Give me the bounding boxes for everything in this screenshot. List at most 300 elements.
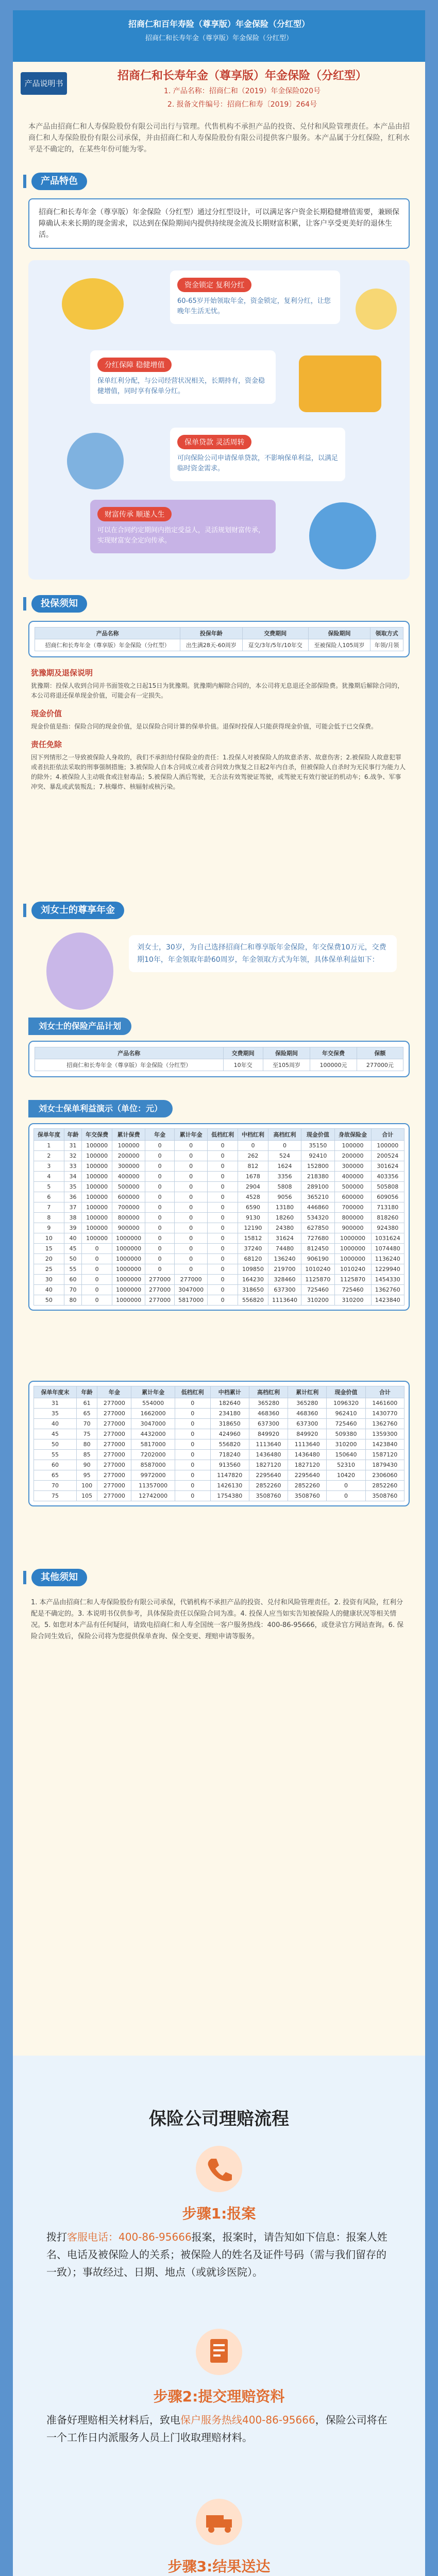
table-row (34, 1254, 405, 1264)
table-cell: 9056 (268, 1192, 301, 1202)
table-cell: 1362760 (371, 1285, 404, 1295)
table-cell: 趸交/3年/5年/10年交 (242, 639, 308, 651)
table-cell: 12742000 (131, 1491, 175, 1501)
table-cell: 136240 (268, 1254, 301, 1264)
table-row (34, 1285, 405, 1295)
table-cell: 8 (34, 1213, 64, 1223)
table-cell: 277000 (145, 1295, 175, 1306)
table-cell: 1125870 (301, 1275, 334, 1285)
table-cell: 0 (175, 1481, 210, 1491)
table-cell: 1113640 (288, 1439, 327, 1450)
table-cell: 1000000 (334, 1233, 371, 1244)
table-cell: 0 (174, 1182, 207, 1192)
table-cell: 100000 (82, 1151, 112, 1161)
table-cell: 31 (64, 1141, 81, 1151)
table-cell: 35 (64, 1182, 81, 1192)
note-title: 现金价值 (31, 709, 62, 718)
product-title-sub-1: 1. 产品名称：招商仁和（2019）年金保险020号 (163, 87, 321, 95)
table-cell: 至被保险人105周岁 (308, 639, 370, 651)
table-cell: 0 (82, 1275, 112, 1285)
table-cell: 52310 (327, 1460, 365, 1470)
table-cell: 1000000 (334, 1254, 371, 1264)
benefit-table-box (28, 1123, 410, 1311)
step-1-text-post: 报案，报案时，请告知如下信息：报案人姓名、电话及被保险人的关系；被保险人的姓名及证件号码（需与我们留存的一致）；事故经过、日期、地点（或就诊医院）。 (46, 2231, 388, 2278)
table-cell: 727680 (301, 1233, 334, 1244)
note-block (31, 708, 407, 732)
table-cell: 849920 (288, 1429, 327, 1439)
table-cell: 3508760 (288, 1491, 327, 1501)
table-cell: 318650 (210, 1419, 249, 1429)
table-cell: 3508760 (365, 1491, 404, 1501)
table-cell: 50 (64, 1254, 81, 1264)
table-cell: 0 (208, 1264, 238, 1275)
heading-bar-icon (23, 1571, 26, 1584)
table-cell: 1000000 (112, 1254, 145, 1264)
table-cell: 713180 (371, 1202, 404, 1213)
table-cell: 招商仁和长寿年金（尊享版）年金保险（分红型） (35, 639, 180, 651)
table-cell: 招商仁和长寿年金（尊享版）年金保险（分红型） (35, 1059, 224, 1071)
benefit-header-cell: 现金价值 (301, 1129, 334, 1141)
table-cell: 913560 (210, 1460, 249, 1470)
table-cell: 1000000 (334, 1244, 371, 1254)
table-cell: 812450 (301, 1244, 334, 1254)
note-title: 犹豫期及退保说明 (31, 668, 93, 677)
table-cell: 277000 (97, 1470, 131, 1481)
benefit-2-header-row (34, 1386, 405, 1398)
table-cell: 300000 (334, 1161, 371, 1172)
document-icon (196, 2329, 242, 2375)
table-cell: 424960 (210, 1429, 249, 1439)
table-cell: 100000 (371, 1141, 404, 1151)
table-cell: 637300 (268, 1285, 301, 1295)
table-cell: 1147820 (210, 1470, 249, 1481)
plan-col-payment: 交费期间 (223, 1047, 263, 1059)
table-row (35, 1059, 403, 1071)
table-cell: 600000 (112, 1192, 145, 1202)
table-cell: 65 (34, 1470, 77, 1481)
table-cell: 105 (77, 1491, 97, 1501)
table-cell: 1461600 (365, 1398, 404, 1409)
plan-col-name: 产品名称 (35, 1047, 224, 1059)
table-cell: 627850 (301, 1223, 334, 1233)
table-cell: 219700 (268, 1264, 301, 1275)
table-cell: 277000 (97, 1409, 131, 1419)
table-cell: 0 (327, 1481, 365, 1491)
table-cell: 2306060 (365, 1470, 404, 1481)
table-cell: 900000 (334, 1223, 371, 1233)
features-heading (23, 170, 415, 193)
table-cell: 277000 (97, 1481, 131, 1491)
table-row (34, 1244, 405, 1254)
growth-chart-illustration-icon (299, 355, 381, 412)
table-cell: 37240 (238, 1244, 268, 1254)
table-cell: 55 (34, 1450, 77, 1460)
table-cell: 500000 (334, 1182, 371, 1192)
table-row (34, 1398, 405, 1409)
step-1-text (46, 2228, 392, 2281)
table-cell: 400000 (112, 1172, 145, 1182)
case-heading-label: 刘女士的尊享年金 (31, 902, 124, 919)
table-cell: 60 (34, 1460, 77, 1470)
table-cell: 1827120 (249, 1460, 288, 1470)
table-cell: 3356 (268, 1172, 301, 1182)
note-text: 犹豫期：投保人收到合同并书面签收之日起15日为犹豫期。犹豫期内解除合同的，本公司将无息退还全部保险费。犹豫期后解除合同的，本公司将退还保单现金价值，可能会有一定损失。 (31, 682, 404, 699)
feature-title-4: 财富传承 顺遂人生 (97, 507, 172, 521)
table-cell: 318650 (238, 1285, 268, 1295)
table-row (34, 1223, 405, 1233)
table-cell: 100000 (82, 1213, 112, 1223)
benefit2-header-cell: 保单年度末 (34, 1386, 77, 1398)
table-cell: 0 (145, 1264, 175, 1275)
benefit2-header-cell: 累计红利 (288, 1386, 327, 1398)
table-cell: 200000 (334, 1151, 371, 1161)
feature-desc-1: 60-65岁开始领取年金，资金锁定，复利分红，让您晚年生活无忧。 (177, 297, 331, 315)
heading-bar-icon (23, 175, 26, 188)
table-cell: 0 (208, 1172, 238, 1182)
insure-col-age: 投保年龄 (180, 628, 242, 639)
table-cell: 0 (208, 1223, 238, 1233)
table-cell: 0 (175, 1398, 210, 1409)
product-title-sub-2: 2. 报备文件编号：招商仁和寿〔2019〕264号 (167, 100, 317, 109)
benefit-header-cell: 低档红利 (208, 1129, 238, 1141)
table-cell: 0 (174, 1233, 207, 1244)
table-cell: 1359300 (365, 1429, 404, 1439)
table-cell: 100 (77, 1481, 97, 1491)
table-cell: 0 (238, 1141, 268, 1151)
table-cell: 85 (77, 1450, 97, 1460)
table-cell: 0 (174, 1254, 207, 1264)
table-cell: 468360 (249, 1409, 288, 1419)
feature-card-1 (170, 270, 340, 324)
insure-heading-label: 投保须知 (31, 595, 87, 613)
table-cell: 2 (34, 1151, 64, 1161)
benefit-header-cell: 中档红利 (238, 1129, 268, 1141)
table-cell: 0 (145, 1182, 175, 1192)
table-cell: 75 (77, 1429, 97, 1439)
table-cell: 6 (34, 1192, 64, 1202)
table-cell: 900000 (112, 1223, 145, 1233)
benefit2-header-cell: 中档累计 (210, 1386, 249, 1398)
plan-col-period: 保险期间 (263, 1047, 310, 1059)
table-cell: 4528 (238, 1192, 268, 1202)
table-cell: 5808 (268, 1182, 301, 1192)
table-cell: 446860 (301, 1202, 334, 1213)
table-cell: 1827120 (288, 1460, 327, 1470)
table-cell: 0 (174, 1172, 207, 1182)
benefit-header-cell: 累计年金 (174, 1129, 207, 1141)
table-cell: 0 (268, 1141, 301, 1151)
table-cell: 0 (208, 1161, 238, 1172)
table-cell: 9 (34, 1223, 64, 1233)
table-cell: 500000 (112, 1182, 145, 1192)
benefit-header-cell: 年龄 (64, 1129, 81, 1141)
table-cell: 0 (175, 1470, 210, 1481)
table-cell: 50 (34, 1439, 77, 1450)
benefit-header-cell: 年金 (145, 1129, 175, 1141)
plan-table-box (28, 1041, 410, 1077)
table-cell: 7202000 (131, 1450, 175, 1460)
table-cell: 0 (145, 1172, 175, 1182)
table-cell: 0 (145, 1213, 175, 1223)
table-cell: 70 (77, 1419, 97, 1429)
table-cell: 182640 (210, 1398, 249, 1409)
table-cell: 218380 (301, 1172, 334, 1182)
table-cell: 725460 (334, 1285, 371, 1295)
table-cell: 0 (145, 1233, 175, 1244)
table-cell: 0 (174, 1264, 207, 1275)
table-cell: 0 (208, 1254, 238, 1264)
table-cell: 277000 (97, 1419, 131, 1429)
benefit2-header-cell: 年龄 (77, 1386, 97, 1398)
table-cell: 556820 (210, 1439, 249, 1450)
table-cell: 92410 (301, 1151, 334, 1161)
insure-heading (23, 592, 415, 615)
table-cell: 74480 (268, 1244, 301, 1254)
case-heading (23, 899, 415, 922)
table-cell: 1031624 (371, 1233, 404, 1244)
table-cell: 100000 (82, 1182, 112, 1192)
table-cell: 328460 (268, 1275, 301, 1285)
table-cell: 15812 (238, 1233, 268, 1244)
table-cell: 2904 (238, 1182, 268, 1192)
product-title (75, 67, 410, 110)
table-row (34, 1470, 405, 1481)
table-cell: 277000 (97, 1439, 131, 1450)
table-cell: 924380 (371, 1223, 404, 1233)
table-row (34, 1450, 405, 1460)
table-cell: 至105周岁 (263, 1059, 310, 1071)
table-cell: 1000000 (112, 1244, 145, 1254)
table-cell: 9972000 (131, 1470, 175, 1481)
table-cell: 6590 (238, 1202, 268, 1213)
table-cell: 1 (34, 1141, 64, 1151)
table-cell: 0 (82, 1244, 112, 1254)
table-cell: 1587120 (365, 1450, 404, 1460)
table-cell: 35150 (301, 1141, 334, 1151)
step-2-hotline[interactable]: 保户服务热线400-86-95666 (180, 2414, 315, 2426)
table-cell: 24380 (268, 1223, 301, 1233)
table-cell: 700000 (334, 1202, 371, 1213)
table-cell: 200524 (371, 1151, 404, 1161)
table-cell: 1000000 (112, 1295, 145, 1306)
table-cell: 534320 (301, 1213, 334, 1223)
table-row (34, 1172, 405, 1182)
table-cell: 31624 (268, 1233, 301, 1244)
table-cell: 0 (145, 1141, 175, 1151)
table-cell: 100000元 (310, 1059, 357, 1071)
table-cell: 4432000 (131, 1429, 175, 1439)
table-cell: 38 (64, 1213, 81, 1223)
table-cell: 400000 (334, 1172, 371, 1182)
table-cell: 0 (82, 1254, 112, 1264)
table-cell: 0 (208, 1275, 238, 1285)
table-cell: 277000 (97, 1460, 131, 1470)
table-row (34, 1264, 405, 1275)
table-cell: 70 (34, 1481, 77, 1491)
plan-header-row (35, 1047, 403, 1059)
table-cell: 12190 (238, 1223, 268, 1233)
table-row (34, 1409, 405, 1419)
table-cell: 1362760 (365, 1419, 404, 1429)
table-cell: 700000 (112, 1202, 145, 1213)
table-cell: 20 (34, 1254, 64, 1264)
table-cell: 出生满28天-60周岁 (180, 639, 242, 651)
table-cell: 365280 (288, 1398, 327, 1409)
table-cell: 1000000 (112, 1233, 145, 1244)
table-row (34, 1429, 405, 1439)
benefit-table (33, 1128, 405, 1306)
table-cell: 0 (174, 1244, 207, 1254)
coins-illustration-icon (62, 278, 124, 330)
benefit-header-cell: 身故保险金 (334, 1129, 371, 1141)
table-cell: 2852260 (249, 1481, 288, 1491)
benefit-header-row (34, 1129, 405, 1141)
table-row (34, 1202, 405, 1213)
table-cell: 277000元 (357, 1059, 403, 1071)
table-cell: 1113640 (268, 1295, 301, 1306)
table-cell: 277000 (145, 1285, 175, 1295)
table-cell: 637300 (249, 1419, 288, 1429)
table-cell: 0 (175, 1429, 210, 1439)
table-cell: 1423840 (365, 1439, 404, 1450)
table-cell: 609056 (371, 1192, 404, 1202)
step-1-hotline[interactable]: 客服电话：400-86-95666 (67, 2231, 192, 2243)
family-illustration-icon (309, 502, 376, 569)
table-cell: 10420 (327, 1470, 365, 1481)
wallet-illustration-icon (67, 433, 124, 489)
table-cell: 5 (34, 1182, 64, 1192)
table-cell: 65 (77, 1409, 97, 1419)
table-cell: 30 (34, 1275, 64, 1285)
step-2-title: 步骤2:提交理赔资料 (153, 2388, 285, 2405)
table-cell: 310200 (327, 1439, 365, 1450)
feature-card-2 (90, 350, 276, 404)
table-cell: 277000 (97, 1491, 131, 1501)
table-cell: 289100 (301, 1182, 334, 1192)
table-cell: 45 (64, 1244, 81, 1254)
table-cell: 40 (34, 1419, 77, 1429)
table-cell: 3 (34, 1161, 64, 1172)
table-cell: 100000 (112, 1141, 145, 1151)
benefit-header-cell: 高档红利 (268, 1129, 301, 1141)
woman-avatar-illustration-icon (46, 933, 113, 1010)
case-story: 刘女士，30岁，为自己选择招商仁和尊享版年金保险，年交保费10万元，交费期10年，年金领取年龄60周岁，年金领取方式为年领，具体保单利益如下： (129, 935, 397, 972)
other-text: 1. 本产品由招商仁和人寿保险股份有限公司承保，代销机构不承担产品的投资、兑付和风险管理责任。2. 投资有风险，红利分配是不确定的。3. 本说明书仅供参考，具体保险责任以保险合同为准。4. 投保人应当如实告知被保险人的健康状况等相关情况。5. 如您对本产品有任何疑问，请致电招商仁和人寿全国统一客户服务热线：400-86-95666，或登录官方网站查询。6. 保险合同生效后，保险公司将为您提供保单查询、保全变更、理赔申请等服务。 (31, 1599, 404, 1640)
table-cell: 100000 (334, 1141, 371, 1151)
phone-icon (196, 2146, 242, 2192)
table-cell: 10 (34, 1233, 64, 1244)
table-cell: 100000 (82, 1161, 112, 1172)
table-cell: 0 (174, 1213, 207, 1223)
plan-col-premium: 年交保费 (310, 1047, 357, 1059)
table-row (34, 1213, 405, 1223)
table-cell: 109850 (238, 1264, 268, 1275)
table-cell: 0 (145, 1151, 175, 1161)
table-cell: 849920 (249, 1429, 288, 1439)
table-cell: 277000 (97, 1429, 131, 1439)
table-cell: 0 (175, 1450, 210, 1460)
table-cell: 812 (238, 1161, 268, 1172)
table-cell: 0 (208, 1233, 238, 1244)
table-cell: 5817000 (131, 1439, 175, 1450)
table-cell: 0 (82, 1295, 112, 1306)
plan-table (35, 1047, 403, 1071)
table-cell: 0 (174, 1161, 207, 1172)
table-cell: 150640 (327, 1450, 365, 1460)
claims-title: 保险公司理赔流程 (149, 2109, 289, 2129)
table-cell: 277000 (97, 1450, 131, 1460)
table-cell: 80 (64, 1295, 81, 1306)
table-cell: 556820 (238, 1295, 268, 1306)
table-cell: 200000 (112, 1151, 145, 1161)
table-cell: 0 (208, 1192, 238, 1202)
table-cell: 2852260 (288, 1481, 327, 1491)
table-cell: 509380 (327, 1429, 365, 1439)
table-cell: 1000000 (112, 1275, 145, 1285)
table-cell: 2852260 (365, 1481, 404, 1491)
table-cell: 7 (34, 1202, 64, 1213)
table-cell: 0 (145, 1223, 175, 1233)
note-block (31, 739, 407, 792)
table-cell: 818260 (371, 1213, 404, 1223)
table-cell: 1010240 (334, 1264, 371, 1275)
table-cell: 3508760 (249, 1491, 288, 1501)
table-cell: 505808 (371, 1182, 404, 1192)
table-cell: 25 (34, 1264, 64, 1275)
benefit-table-2 (33, 1386, 405, 1501)
product-badge: 产品说明书 (21, 72, 67, 95)
table-cell: 95 (77, 1470, 97, 1481)
table-cell: 1436480 (249, 1450, 288, 1460)
feature-desc-4: 可以在合同约定期间内指定受益人，灵活规划财富传承，实现财富安全定向传承。 (97, 527, 265, 545)
plan-col-amount: 保额 (357, 1047, 403, 1059)
step-2-text (46, 2411, 392, 2446)
table-cell: 0 (82, 1264, 112, 1275)
table-cell: 35 (34, 1409, 77, 1419)
intro-text: 本产品由招商仁和人寿保险股份有限公司出行与管理。代售机构不承担产品的投资、兑付和风险管理责任。本产品由招商仁和人寿保险股份有限公司承保，并由招商仁和人寿保险股份有限公司提供客户服务。本产品属于分红保险，红利水平是不确定的，在某些年份可能为零。 (28, 123, 410, 154)
table-cell: 68120 (238, 1254, 268, 1264)
table-cell: 5817000 (174, 1295, 207, 1306)
table-cell: 2295640 (288, 1470, 327, 1481)
table-cell: 0 (208, 1182, 238, 1192)
table-row (34, 1481, 405, 1491)
table-cell: 80 (77, 1439, 97, 1450)
table-cell: 0 (208, 1141, 238, 1151)
features-heading-label: 产品特色 (31, 173, 87, 190)
table-cell: 年领/月领 (370, 639, 403, 651)
table-row (34, 1182, 405, 1192)
insure-col-payment: 交费期间 (242, 628, 308, 639)
table-cell: 0 (208, 1285, 238, 1295)
table-cell: 13180 (268, 1202, 301, 1213)
header-line-2: 招商仁和长寿年金（尊享版）年金保险（分红型） (145, 35, 293, 42)
table-cell: 9130 (238, 1213, 268, 1223)
insure-col-method: 领取方式 (370, 628, 403, 639)
table-cell: 100000 (82, 1192, 112, 1202)
feature-desc-2: 保单红利分配，与公司经营状况相关，长期持有，资金稳健增值，同时享有保单分红。 (97, 377, 265, 395)
step-1-text-pre: 拨打 (46, 2231, 67, 2243)
step-3-title: 步骤3:结果送达 (167, 2558, 271, 2575)
table-cell: 0 (145, 1192, 175, 1202)
table-cell: 45 (34, 1429, 77, 1439)
header-line-1: 招商仁和百年寿险（尊享版）年金保险（分红型） (128, 19, 310, 29)
table-cell: 100000 (82, 1233, 112, 1244)
table-cell: 75 (34, 1491, 77, 1501)
benefit2-header-cell: 低档红利 (175, 1386, 210, 1398)
table-cell: 164230 (238, 1275, 268, 1285)
table-cell: 0 (145, 1202, 175, 1213)
benefit-2-body (34, 1398, 405, 1501)
